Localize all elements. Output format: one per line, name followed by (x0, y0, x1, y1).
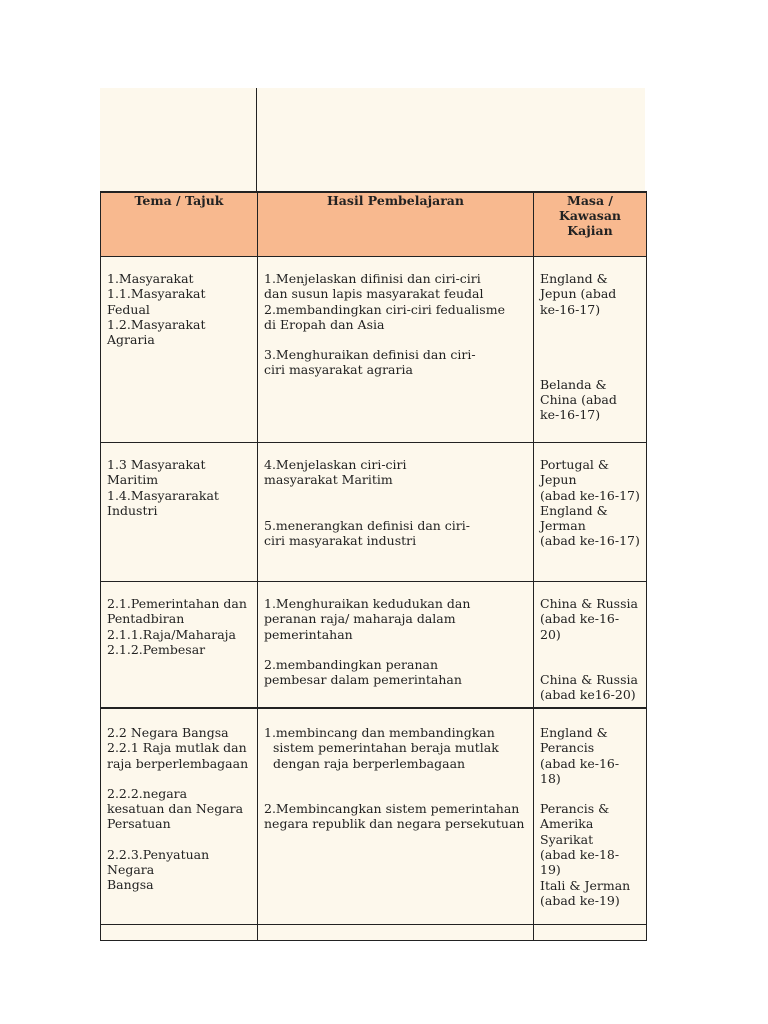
table-row (101, 582, 647, 709)
header-masa-line: Masa / (567, 193, 613, 208)
text-line: 1.membincang dan membandingkan (264, 725, 495, 740)
text-line: dan susun lapis masyarakat feudal (264, 286, 484, 302)
text-line: England & (540, 502, 608, 518)
table-header-row (101, 192, 647, 257)
text-line: Itali & Jerman (540, 877, 631, 893)
text-line: 1.1.Masyarakat Fedual (107, 286, 206, 317)
text-line: (abad ke-18- (540, 847, 620, 863)
text-line: Syarikat (540, 831, 594, 847)
text-line: raja berperlembagaan (107, 755, 249, 771)
text-line: 1.Masyarakat (107, 271, 194, 286)
text-line: 2.1.1.Raja/Maharaja (107, 626, 236, 642)
text-line: Jerman (540, 518, 586, 534)
text-line: Amerika (540, 816, 594, 832)
indented-block (264, 740, 527, 771)
text-line: Portugal & (540, 457, 610, 472)
text-line: kesatuan dan Negara (107, 801, 244, 817)
cell-hasil (258, 257, 534, 443)
table-row (101, 257, 647, 443)
text-line: 2.2 Negara Bangsa (107, 725, 229, 740)
cell-masa (534, 708, 647, 925)
text-line: Pentadbiran (107, 611, 185, 627)
text-line: ciri masyarakat agraria (264, 362, 413, 378)
text-line: 3.Menghuraikan definisi dan ciri- (264, 347, 476, 363)
text-line: Belanda & (540, 376, 607, 392)
text-line: Jepun (abad (540, 286, 617, 302)
text-line: ke-16-17) (540, 407, 601, 423)
syllabus-table (100, 191, 647, 941)
cell-empty (101, 925, 258, 941)
text-line: (abad ke16-20) (540, 687, 636, 703)
text-line: England & (540, 725, 608, 740)
text-line: 1.Menghuraikan kedudukan dan (264, 596, 471, 611)
header-masa-line: Kajian (567, 223, 613, 238)
cell-empty (534, 925, 647, 941)
text-line: 2.2.3.Penyatuan (107, 846, 210, 862)
table-row-empty (101, 925, 647, 941)
text-line: Jepun (540, 472, 577, 488)
text-line: 4.Menjelaskan ciri-ciri (264, 457, 407, 472)
text-line: 1.4.Masyararakat (107, 487, 219, 503)
text-line: 2.membandingkan peranan (264, 656, 439, 672)
text-line: (abad ke-16- (540, 611, 620, 627)
text-line: pemerintahan (264, 626, 353, 642)
text-line: Perancis (540, 740, 595, 756)
cell-masa (534, 257, 647, 443)
header-hasil: Hasil Pembelajaran (258, 192, 534, 257)
text-line: 1.2.Masyarakat (107, 316, 206, 332)
column-divider (256, 88, 257, 192)
cell-empty (258, 925, 534, 941)
text-line: peranan raja/ maharaja dalam (264, 611, 456, 627)
text-line: Industri (107, 502, 158, 518)
text-line: Agraria (107, 332, 155, 348)
text-line: ciri masyarakat industri (264, 532, 417, 548)
text-line: Negara (107, 862, 155, 878)
text-line: 2.2.1 Raja mutlak dan (107, 740, 247, 756)
header-masa-line: Kawasan (558, 208, 622, 223)
text-line: negara republik dan negara persekutuan (264, 816, 525, 832)
text-line: China & Russia (540, 596, 638, 611)
cell-masa (534, 443, 647, 582)
cell-hasil (258, 582, 534, 709)
text-line: 19) (540, 862, 561, 878)
cell-hasil (258, 443, 534, 582)
text-line: England & (540, 271, 608, 286)
text-line: China (abad (540, 392, 617, 408)
text-line: 20) (540, 626, 561, 642)
text-line: Bangsa (107, 877, 154, 893)
text-line: 5.menerangkan definisi dan ciri- (264, 517, 470, 533)
text-line: 2.membandingkan ciri-ciri fedualisme (264, 301, 505, 317)
cell-hasil (258, 708, 534, 925)
text-line: (abad ke-16-17) (540, 533, 640, 549)
text-line: 18) (540, 770, 561, 786)
table-row (101, 443, 647, 582)
text-line: di Eropah dan Asia (264, 316, 385, 332)
text-line: China & Russia (540, 671, 638, 687)
cell-tema (101, 257, 258, 443)
text-line: 2.1.2.Pembesar (107, 641, 206, 657)
text-line: 1.3 Masyarakat (107, 457, 206, 472)
text-line: 2.Membincangkan sistem pemerintahan (264, 800, 520, 816)
text-line: Persatuan (107, 816, 171, 832)
cell-masa (534, 582, 647, 709)
text-line: (abad ke-16-17) (540, 487, 640, 503)
text-line: Maritim (107, 472, 159, 488)
header-tema: Tema / Tajuk (101, 192, 258, 257)
text-line: (abad ke-16- (540, 755, 620, 771)
cell-tema (101, 582, 258, 709)
page-header-area (100, 88, 645, 191)
cell-tema (101, 443, 258, 582)
header-masa (534, 192, 647, 257)
text-line: 1.Menjelaskan difinisi dan ciri-ciri (264, 271, 481, 286)
text-line: sistem pemerintahan beraja mutlak (273, 740, 499, 756)
text-line: masyarakat Maritim (264, 472, 393, 488)
text-line: (abad ke-19) (540, 892, 620, 908)
table-row (101, 708, 647, 925)
cell-tema (101, 708, 258, 925)
text-line: ke-16-17) (540, 301, 601, 317)
text-line: pembesar dalam pemerintahan (264, 672, 462, 688)
text-line: 2.1.Pemerintahan dan (107, 596, 247, 611)
text-line: Perancis & (540, 801, 610, 817)
text-line: 2.2.2.negara (107, 785, 188, 801)
text-line: dengan raja berperlembagaan (273, 755, 466, 771)
